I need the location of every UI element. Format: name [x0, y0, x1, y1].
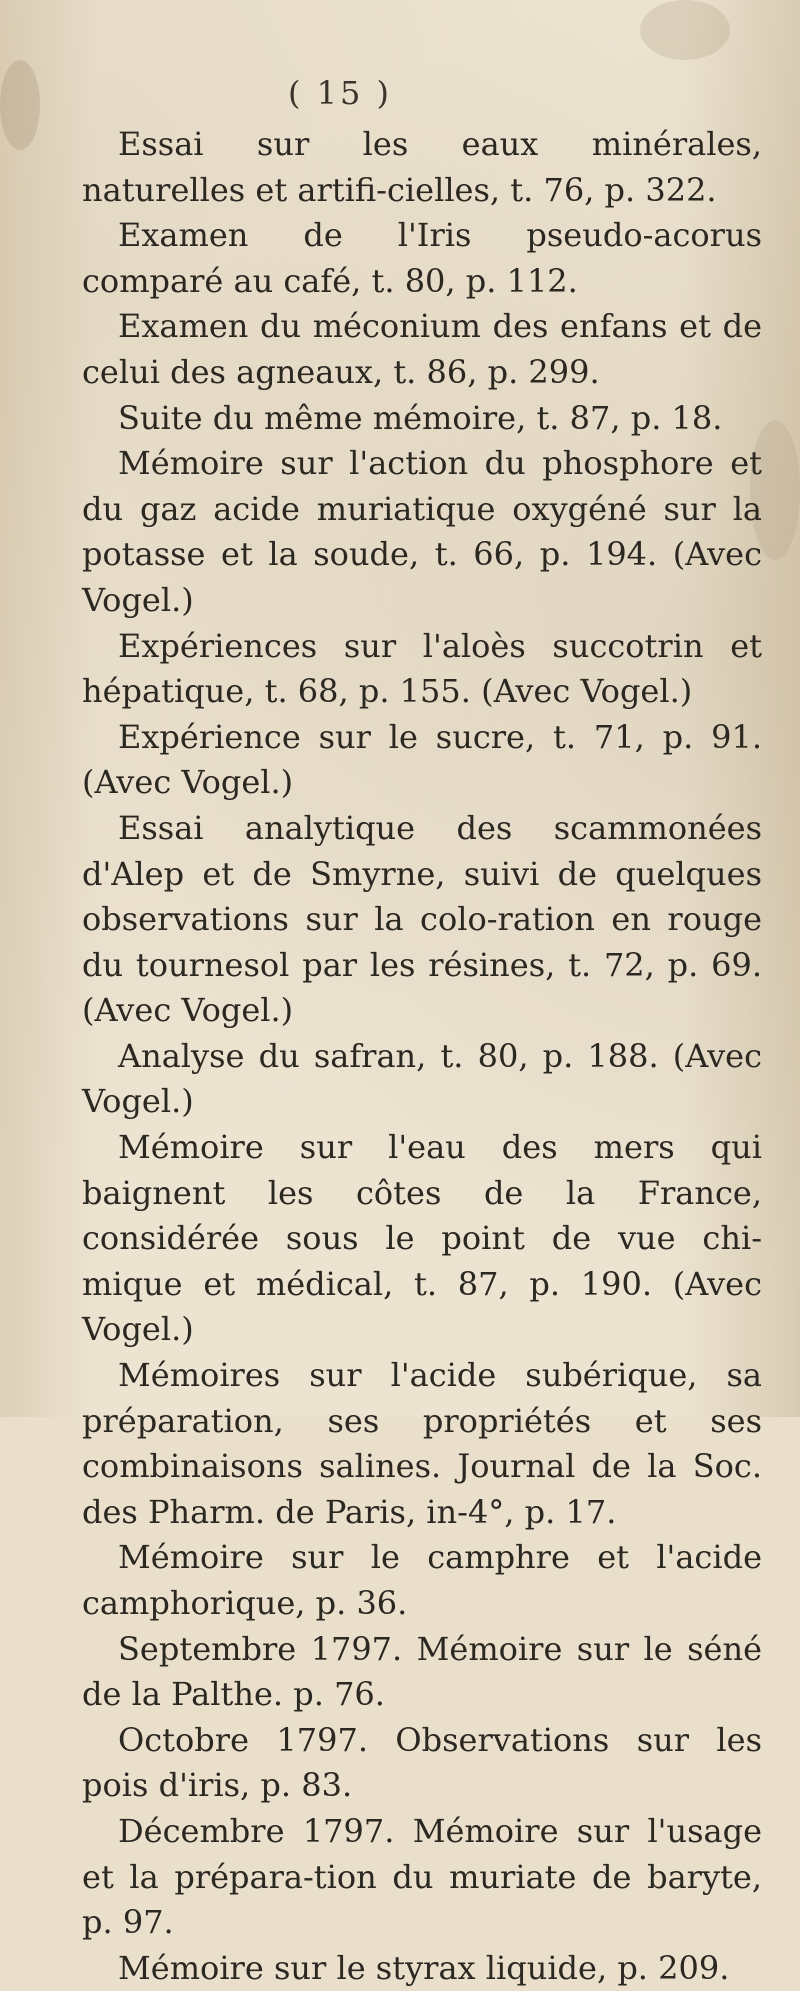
paper-stain: [640, 0, 730, 60]
bibliography-entry: Mémoire sur le camphre et l'acide camphorique, p. 36.: [82, 1538, 762, 1622]
bibliography-entry: Examen du méconium des enfans et de celui des agneaux, t. 86, p. 299.: [82, 307, 762, 391]
bibliography-entry: Suite du même mémoire, t. 87, p. 18.: [118, 398, 723, 437]
bibliography-entry: Mémoires sur l'acide subérique, sa préparation, ses propriétés et ses combinaisons salines. Journal de la Soc. des Pharm. de Paris, in-4°, p. 17.: [82, 1356, 762, 1531]
bibliography-list: [82, 122, 762, 1991]
bibliography-entry: Analyse du safran, t. 80, p. 188. (Avec Vogel.): [82, 1036, 762, 1121]
bibliography-entry: Mémoire sur l'eau des mers qui baignent les côtes de la France, considérée sous le point de vue chi-mique et médical, t. 87, p. 190. (Avec Vogel.): [82, 1128, 762, 1349]
bibliography-entry: Essai sur les eaux minérales, naturelles et artifi-cielles, t. 76, p. 322.: [82, 125, 762, 209]
bibliography-entry: Octobre 1797. Observations sur les pois d'iris, p. 83.: [82, 1720, 762, 1805]
bibliography-entry: Septembre 1797. Mémoire sur le séné de la Palthe. p. 76.: [82, 1629, 762, 1714]
bibliography-entry: Décembre 1797. Mémoire sur l'usage et la prépara-tion du muriate de baryte, p. 97.: [82, 1811, 762, 1942]
bibliography-entry: Mémoire sur le styrax liquide, p. 209.: [118, 1948, 730, 1987]
bibliography-entry: Essai analytique des scammonées d'Alep et de Smyrne, suivi de quelques observations sur la colo-ration en rouge du tournesol par les résines, t. 72, p. 69. (Avec Vogel.): [82, 808, 762, 1030]
bibliography-entry: Examen de l'Iris pseudo-acorus comparé au café, t. 80, p. 112.: [82, 216, 762, 300]
bibliography-entry: Expérience sur le sucre, t. 71, p. 91. (Avec Vogel.): [82, 717, 762, 802]
bibliography-entry: Mémoire sur l'action du phosphore et du gaz acide muriatique oxygéné sur la potasse et la soude, t. 66, p. 194. (Avec Vogel.): [82, 444, 762, 619]
bibliography-entry: Expériences sur l'aloès succotrin et hépatique, t. 68, p. 155. (Avec Vogel.): [82, 626, 762, 711]
page-number: ( 15 ): [287, 74, 393, 112]
